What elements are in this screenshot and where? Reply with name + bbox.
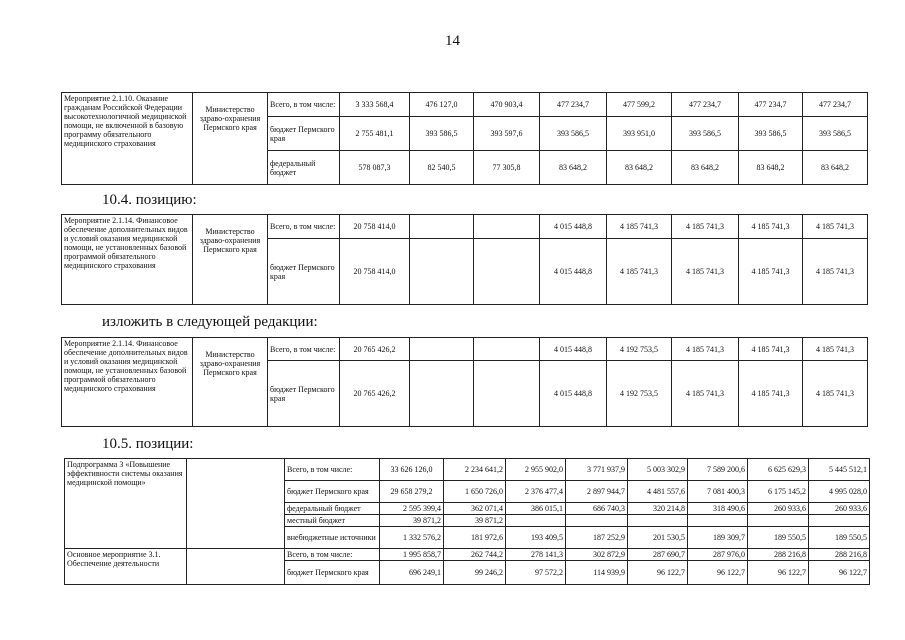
cell-value: 287 976,0 bbox=[688, 549, 748, 561]
cell-value: 4 192 753,5 bbox=[607, 338, 672, 361]
cell-value: 696 249,1 bbox=[380, 561, 444, 585]
cell-value: 77 305,8 bbox=[474, 151, 540, 185]
cell-value: 39 871,2 bbox=[380, 515, 444, 527]
cell-value: 686 740,3 bbox=[566, 503, 628, 515]
cell-value: 1 650 726,0 bbox=[444, 481, 506, 503]
cell-value: 302 872,9 bbox=[566, 549, 628, 561]
cell-value: 7 081 400,3 bbox=[688, 481, 748, 503]
cell-value: 318 490,6 bbox=[688, 503, 748, 515]
cell-value bbox=[474, 215, 540, 239]
table-row bbox=[62, 93, 868, 117]
ministry-name: Министерство здраво-охранения Пермского края bbox=[193, 215, 268, 305]
cell-value: 393 597,6 bbox=[474, 117, 540, 151]
cell-value: 4 015 448,8 bbox=[540, 361, 607, 427]
cell-value: 288 216,8 bbox=[748, 549, 809, 561]
cell-value bbox=[474, 338, 540, 361]
cell-value: 4 185 741,3 bbox=[672, 215, 739, 239]
cell-value: 20 758 414,0 bbox=[340, 239, 410, 305]
cell-value: 4 185 741,3 bbox=[672, 338, 739, 361]
cell-value bbox=[809, 515, 870, 527]
cell-value: 83 648,2 bbox=[540, 151, 607, 185]
row-label: бюджет Пермского края bbox=[285, 561, 380, 585]
cell-value: 189 309,7 bbox=[688, 527, 748, 549]
ministry-name: Министерство здраво-охранения Пермского края bbox=[193, 93, 268, 185]
cell-value: 393 586,5 bbox=[410, 117, 474, 151]
cell-value: 2 955 902,0 bbox=[506, 459, 566, 481]
table-row bbox=[65, 459, 870, 481]
cell-value: 4 185 741,3 bbox=[739, 338, 803, 361]
cell-value: 6 175 145,2 bbox=[748, 481, 809, 503]
cell-value: 4 192 753,5 bbox=[607, 361, 672, 427]
cell-value: 7 589 200,6 bbox=[688, 459, 748, 481]
cell-value bbox=[688, 515, 748, 527]
cell-value: 4 185 741,3 bbox=[803, 239, 868, 305]
cell-value: 260 933,6 bbox=[809, 503, 870, 515]
empty-cell bbox=[187, 549, 285, 585]
cell-value: 99 246,2 bbox=[444, 561, 506, 585]
row-label: Всего, в том числе: bbox=[268, 338, 340, 361]
cell-value: 193 409,5 bbox=[506, 527, 566, 549]
cell-value: 578 087,3 bbox=[340, 151, 410, 185]
row-label: Всего, в том числе: bbox=[285, 549, 380, 561]
cell-value: 3 333 568,4 bbox=[340, 93, 410, 117]
table-measure-2-1-14-old bbox=[61, 214, 868, 305]
row-label: федеральный бюджет bbox=[285, 503, 380, 515]
cell-value: 96 122,7 bbox=[688, 561, 748, 585]
table-measure-2-1-10 bbox=[61, 92, 868, 185]
cell-value bbox=[474, 239, 540, 305]
cell-value bbox=[506, 515, 566, 527]
empty-cell bbox=[187, 459, 285, 549]
cell-value: 187 252,9 bbox=[566, 527, 628, 549]
cell-value: 96 122,7 bbox=[628, 561, 688, 585]
table-row bbox=[62, 215, 868, 239]
measure-name: Мероприятие 2.1.14. Финансовое обеспечение дополнительных видов и условий оказания медицинской помощи, не установленных базовой программой обязательного медицинского страхования bbox=[62, 338, 193, 427]
cell-value: 33 626 126,0 bbox=[380, 459, 444, 481]
cell-value bbox=[410, 215, 474, 239]
row-label: бюджет Пермского края bbox=[268, 361, 340, 427]
cell-value: 393 586,5 bbox=[672, 117, 739, 151]
cell-value: 96 122,7 bbox=[748, 561, 809, 585]
cell-value: 477 234,7 bbox=[803, 93, 868, 117]
cell-value: 393 586,5 bbox=[540, 117, 607, 151]
row-label: местный бюджет bbox=[285, 515, 380, 527]
cell-value: 189 550,5 bbox=[809, 527, 870, 549]
cell-value bbox=[410, 239, 474, 305]
cell-value: 20 765 426,2 bbox=[340, 361, 410, 427]
heading-new-edition: изложить в следующей редакции: bbox=[102, 314, 318, 330]
cell-value: 4 185 741,3 bbox=[607, 215, 672, 239]
cell-value: 288 216,8 bbox=[809, 549, 870, 561]
cell-value: 189 550,5 bbox=[748, 527, 809, 549]
cell-value: 4 185 741,3 bbox=[607, 239, 672, 305]
cell-value: 393 586,5 bbox=[739, 117, 803, 151]
cell-value bbox=[566, 515, 628, 527]
ministry-name: Министерство здраво-охранения Пермского края bbox=[193, 338, 268, 427]
heading-10-5: 10.5. позиции: bbox=[102, 436, 194, 452]
cell-value: 4 185 741,3 bbox=[739, 361, 803, 427]
row-label: Всего, в том числе: bbox=[268, 215, 340, 239]
measure-name: Мероприятие 2.1.10. Оказание гражданам Российской Федерации высокотехнологичной медицинской помощи, не включенной в базовую программу обязательного медицинского страхования bbox=[62, 93, 193, 185]
cell-value: 477 234,7 bbox=[672, 93, 739, 117]
row-label: Всего, в том числе: bbox=[268, 93, 340, 117]
cell-value: 201 530,5 bbox=[628, 527, 688, 549]
cell-value: 4 185 741,3 bbox=[803, 215, 868, 239]
page-number: 14 bbox=[445, 33, 460, 49]
cell-value bbox=[628, 515, 688, 527]
cell-value: 4 185 741,3 bbox=[803, 361, 868, 427]
cell-value: 4 185 741,3 bbox=[739, 239, 803, 305]
cell-value: 476 127,0 bbox=[410, 93, 474, 117]
measure-name: Основное мероприятие 3.1. Обеспечение деятельности bbox=[65, 549, 187, 585]
row-label: бюджет Пермского края bbox=[285, 481, 380, 503]
row-label: внебюджетные источники bbox=[285, 527, 380, 549]
cell-value: 4 015 448,8 bbox=[540, 338, 607, 361]
cell-value: 393 951,0 bbox=[607, 117, 672, 151]
cell-value: 5 445 512,1 bbox=[809, 459, 870, 481]
cell-value: 470 903,4 bbox=[474, 93, 540, 117]
cell-value: 386 015,1 bbox=[506, 503, 566, 515]
cell-value: 39 871,2 bbox=[444, 515, 506, 527]
cell-value: 5 003 302,9 bbox=[628, 459, 688, 481]
cell-value: 4 185 741,3 bbox=[672, 361, 739, 427]
table-subprogram-3 bbox=[64, 458, 870, 585]
cell-value: 83 648,2 bbox=[607, 151, 672, 185]
table-row bbox=[65, 549, 870, 561]
table-row bbox=[62, 338, 868, 361]
row-label: бюджет Пермского края bbox=[268, 239, 340, 305]
row-label: федеральный бюджет bbox=[268, 151, 340, 185]
cell-value: 278 141,3 bbox=[506, 549, 566, 561]
cell-value: 2 897 944,7 bbox=[566, 481, 628, 503]
cell-value: 4 995 028,0 bbox=[809, 481, 870, 503]
cell-value: 4 185 741,3 bbox=[803, 338, 868, 361]
row-label: Всего, в том числе: bbox=[285, 459, 380, 481]
cell-value: 320 214,8 bbox=[628, 503, 688, 515]
cell-value: 477 234,7 bbox=[540, 93, 607, 117]
cell-value bbox=[410, 338, 474, 361]
cell-value: 29 658 279,2 bbox=[380, 481, 444, 503]
cell-value: 3 771 937,9 bbox=[566, 459, 628, 481]
cell-value: 260 933,6 bbox=[748, 503, 809, 515]
cell-value: 262 744,2 bbox=[444, 549, 506, 561]
cell-value: 2 595 399,4 bbox=[380, 503, 444, 515]
cell-value: 1 995 858,7 bbox=[380, 549, 444, 561]
measure-name: Мероприятие 2.1.14. Финансовое обеспечение дополнительных видов и условий оказания медицинской помощи, не установленных базовой программой обязательного медицинского страхования bbox=[62, 215, 193, 305]
cell-value: 96 122,7 bbox=[809, 561, 870, 585]
cell-value: 83 648,2 bbox=[803, 151, 868, 185]
cell-value: 2 234 641,2 bbox=[444, 459, 506, 481]
cell-value: 1 332 576,2 bbox=[380, 527, 444, 549]
row-label: бюджет Пермского края bbox=[268, 117, 340, 151]
cell-value: 6 625 629,3 bbox=[748, 459, 809, 481]
cell-value bbox=[410, 361, 474, 427]
cell-value: 4 015 448,8 bbox=[540, 239, 607, 305]
cell-value: 20 758 414,0 bbox=[340, 215, 410, 239]
cell-value: 2 376 477,4 bbox=[506, 481, 566, 503]
cell-value: 20 765 426,2 bbox=[340, 338, 410, 361]
cell-value: 4 185 741,3 bbox=[672, 239, 739, 305]
cell-value: 477 599,2 bbox=[607, 93, 672, 117]
cell-value: 114 939,9 bbox=[566, 561, 628, 585]
cell-value bbox=[748, 515, 809, 527]
cell-value: 4 015 448,8 bbox=[540, 215, 607, 239]
cell-value: 287 690,7 bbox=[628, 549, 688, 561]
cell-value: 181 972,6 bbox=[444, 527, 506, 549]
subprogram-name: Подпрограмма 3 «Повышение эффективности системы оказания медицинской помощи» bbox=[65, 459, 187, 549]
cell-value: 4 185 741,3 bbox=[739, 215, 803, 239]
cell-value: 477 234,7 bbox=[739, 93, 803, 117]
cell-value: 97 572,2 bbox=[506, 561, 566, 585]
heading-10-4: 10.4. позицию: bbox=[102, 192, 197, 208]
cell-value: 393 586,5 bbox=[803, 117, 868, 151]
cell-value: 362 071,4 bbox=[444, 503, 506, 515]
table-measure-2-1-14-new bbox=[61, 337, 868, 427]
cell-value: 2 755 481,1 bbox=[340, 117, 410, 151]
cell-value: 4 481 557,6 bbox=[628, 481, 688, 503]
cell-value: 83 648,2 bbox=[672, 151, 739, 185]
cell-value: 82 540,5 bbox=[410, 151, 474, 185]
cell-value bbox=[474, 361, 540, 427]
cell-value: 83 648,2 bbox=[739, 151, 803, 185]
